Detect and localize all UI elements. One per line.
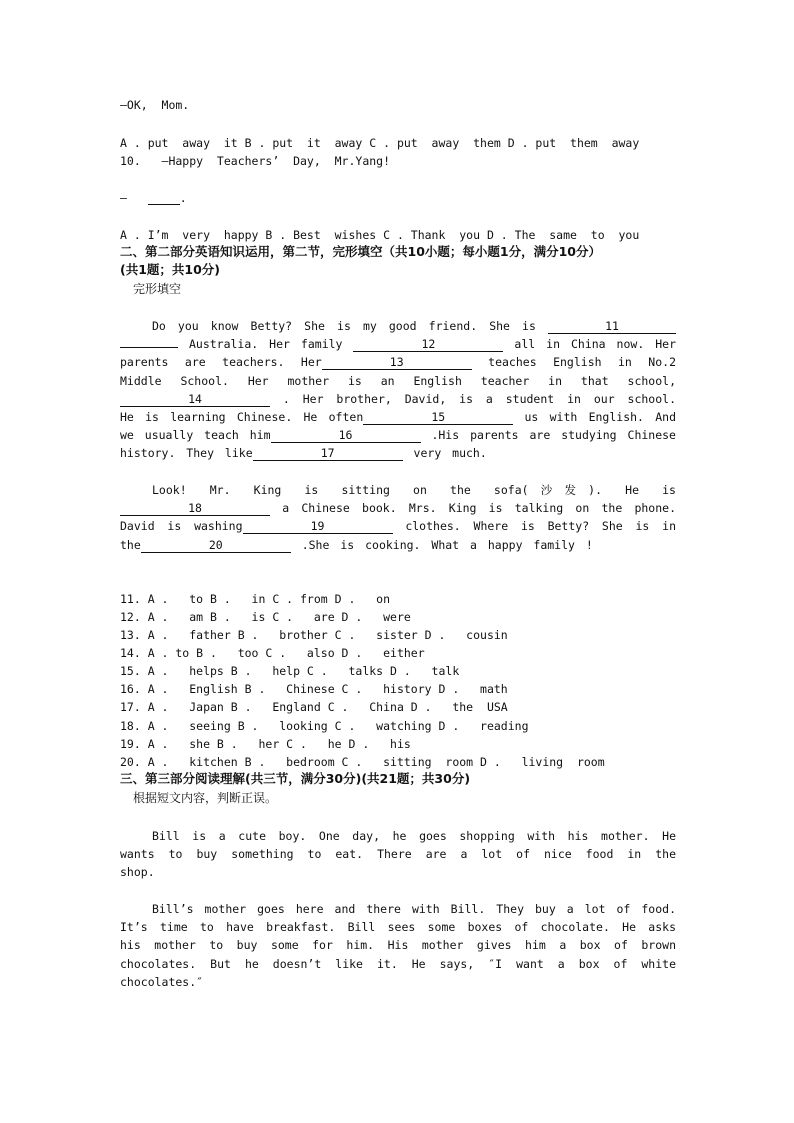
- cloze-text: .She is cooking. What a happy family !: [290, 537, 593, 552]
- blank-16[interactable]: 16: [271, 428, 421, 443]
- cloze-paragraph-2: [120, 481, 676, 554]
- option-line-12: 12. A . am B . is C . are D . were: [120, 610, 411, 624]
- cloze-text: all in China now. Her parents are teachers. Her: [120, 337, 676, 370]
- cloze-paragraph-1: [120, 317, 676, 463]
- q10-dash: —: [120, 191, 127, 205]
- option-line-19: 19. A . she B . her C . he D . his: [120, 737, 411, 751]
- option-line-20: 20. A . kitchen B . bedroom C . sitting room D . living room: [120, 755, 605, 769]
- section2-subtitle: 完形填空: [133, 282, 182, 296]
- option-line-14: 14. A . to B . too C . also D . either: [120, 646, 425, 660]
- blank-19[interactable]: 19: [243, 519, 393, 534]
- option-line-16: 16. A . English B . Chinese C . history D . math: [120, 682, 508, 696]
- blank-14[interactable]: 14: [120, 392, 270, 407]
- q10-question: 10. —Happy Teachers’ Day, Mr.Yang!: [120, 154, 391, 168]
- cloze-text: Look! Mr. King is sitting on the sofa(沙发). He is: [152, 483, 676, 497]
- cloze-text: very much.: [402, 446, 487, 461]
- blank-11-cont[interactable]: [120, 347, 178, 348]
- reading-paragraph-2: [120, 900, 676, 991]
- reading-text: Bill’s mother goes here and there with Bill. They buy a lot of food. It’s time to have breakfast. Bill sees some boxes of chocolate. He asks his mother to buy some for him. His mother gives him a box of brown chocolates. But he doesn’t like it. He says, ″I want a box of white chocolates.″: [120, 902, 676, 989]
- section3-subtitle: 根据短文内容，判断正误。: [133, 791, 278, 805]
- blank-12[interactable]: 12: [353, 337, 503, 352]
- option-line-15: 15. A . helps B . help C . talks D . talk: [120, 664, 460, 678]
- cloze-text: teaches English in No.2 Middle School. Her mother is an English teacher in that school,: [120, 355, 677, 388]
- q9-options: A . put away it B . put it away C . put away them D . put them away: [120, 136, 640, 150]
- section3-title: 三、第三部分阅读理解(共三节，满分30分)(共21题；共30分): [120, 771, 471, 786]
- cloze-text: a Chinese book. Mrs. King is talking on the phone. David is washing: [120, 501, 676, 534]
- cloze-text: Australia. Her family: [178, 337, 354, 352]
- blank-13[interactable]: 13: [322, 355, 472, 370]
- blank-18[interactable]: 18: [120, 501, 270, 516]
- option-line-17: 17. A . Japan B . England C . China D . the USA: [120, 700, 508, 714]
- q10-reply: [120, 190, 187, 206]
- reading-text: Bill is a cute boy. One day, he goes shopping with his mother. He wants to buy something to eat. There are a lot of nice food in the shop.: [120, 829, 676, 880]
- blank-17[interactable]: 17: [253, 446, 403, 461]
- q10-options: A . I’m very happy B . Best wishes C . Thank you D . The same to you: [120, 228, 640, 242]
- blank-20[interactable]: 20: [141, 538, 291, 553]
- cloze-text: us with English. And we usually teach him: [120, 410, 676, 443]
- option-line-13: 13. A . father B . brother C . sister D . cousin: [120, 628, 508, 642]
- cloze-text: Do you know Betty? She is my good friend. She is: [152, 319, 548, 333]
- reading-paragraph-1: [120, 827, 676, 882]
- option-line-18: 18. A . seeing B . looking C . watching D . reading: [120, 719, 529, 733]
- q10-period: .: [179, 191, 187, 205]
- cloze-text: clothes. Where is Betty? She is in the: [120, 519, 676, 552]
- q10-answer-blank[interactable]: [148, 192, 180, 205]
- section2-title: 二、第二部分英语知识运用，第二节，完形填空（共10小题；每小题1分，满分10分）: [120, 244, 601, 259]
- q9-reply: —OK, Mom.: [120, 98, 190, 112]
- blank-11[interactable]: 11: [548, 319, 676, 334]
- option-line-11: 11. A . to B . in C . from D . on: [120, 592, 391, 606]
- section2-count: (共1题；共10分): [120, 262, 221, 277]
- cloze-text: . Her brother, David, is a student in our school. He is learning Chinese. He often: [120, 391, 676, 425]
- blank-15[interactable]: 15: [363, 410, 513, 425]
- cloze-text: .His parents are studying Chinese history. They like: [120, 428, 676, 461]
